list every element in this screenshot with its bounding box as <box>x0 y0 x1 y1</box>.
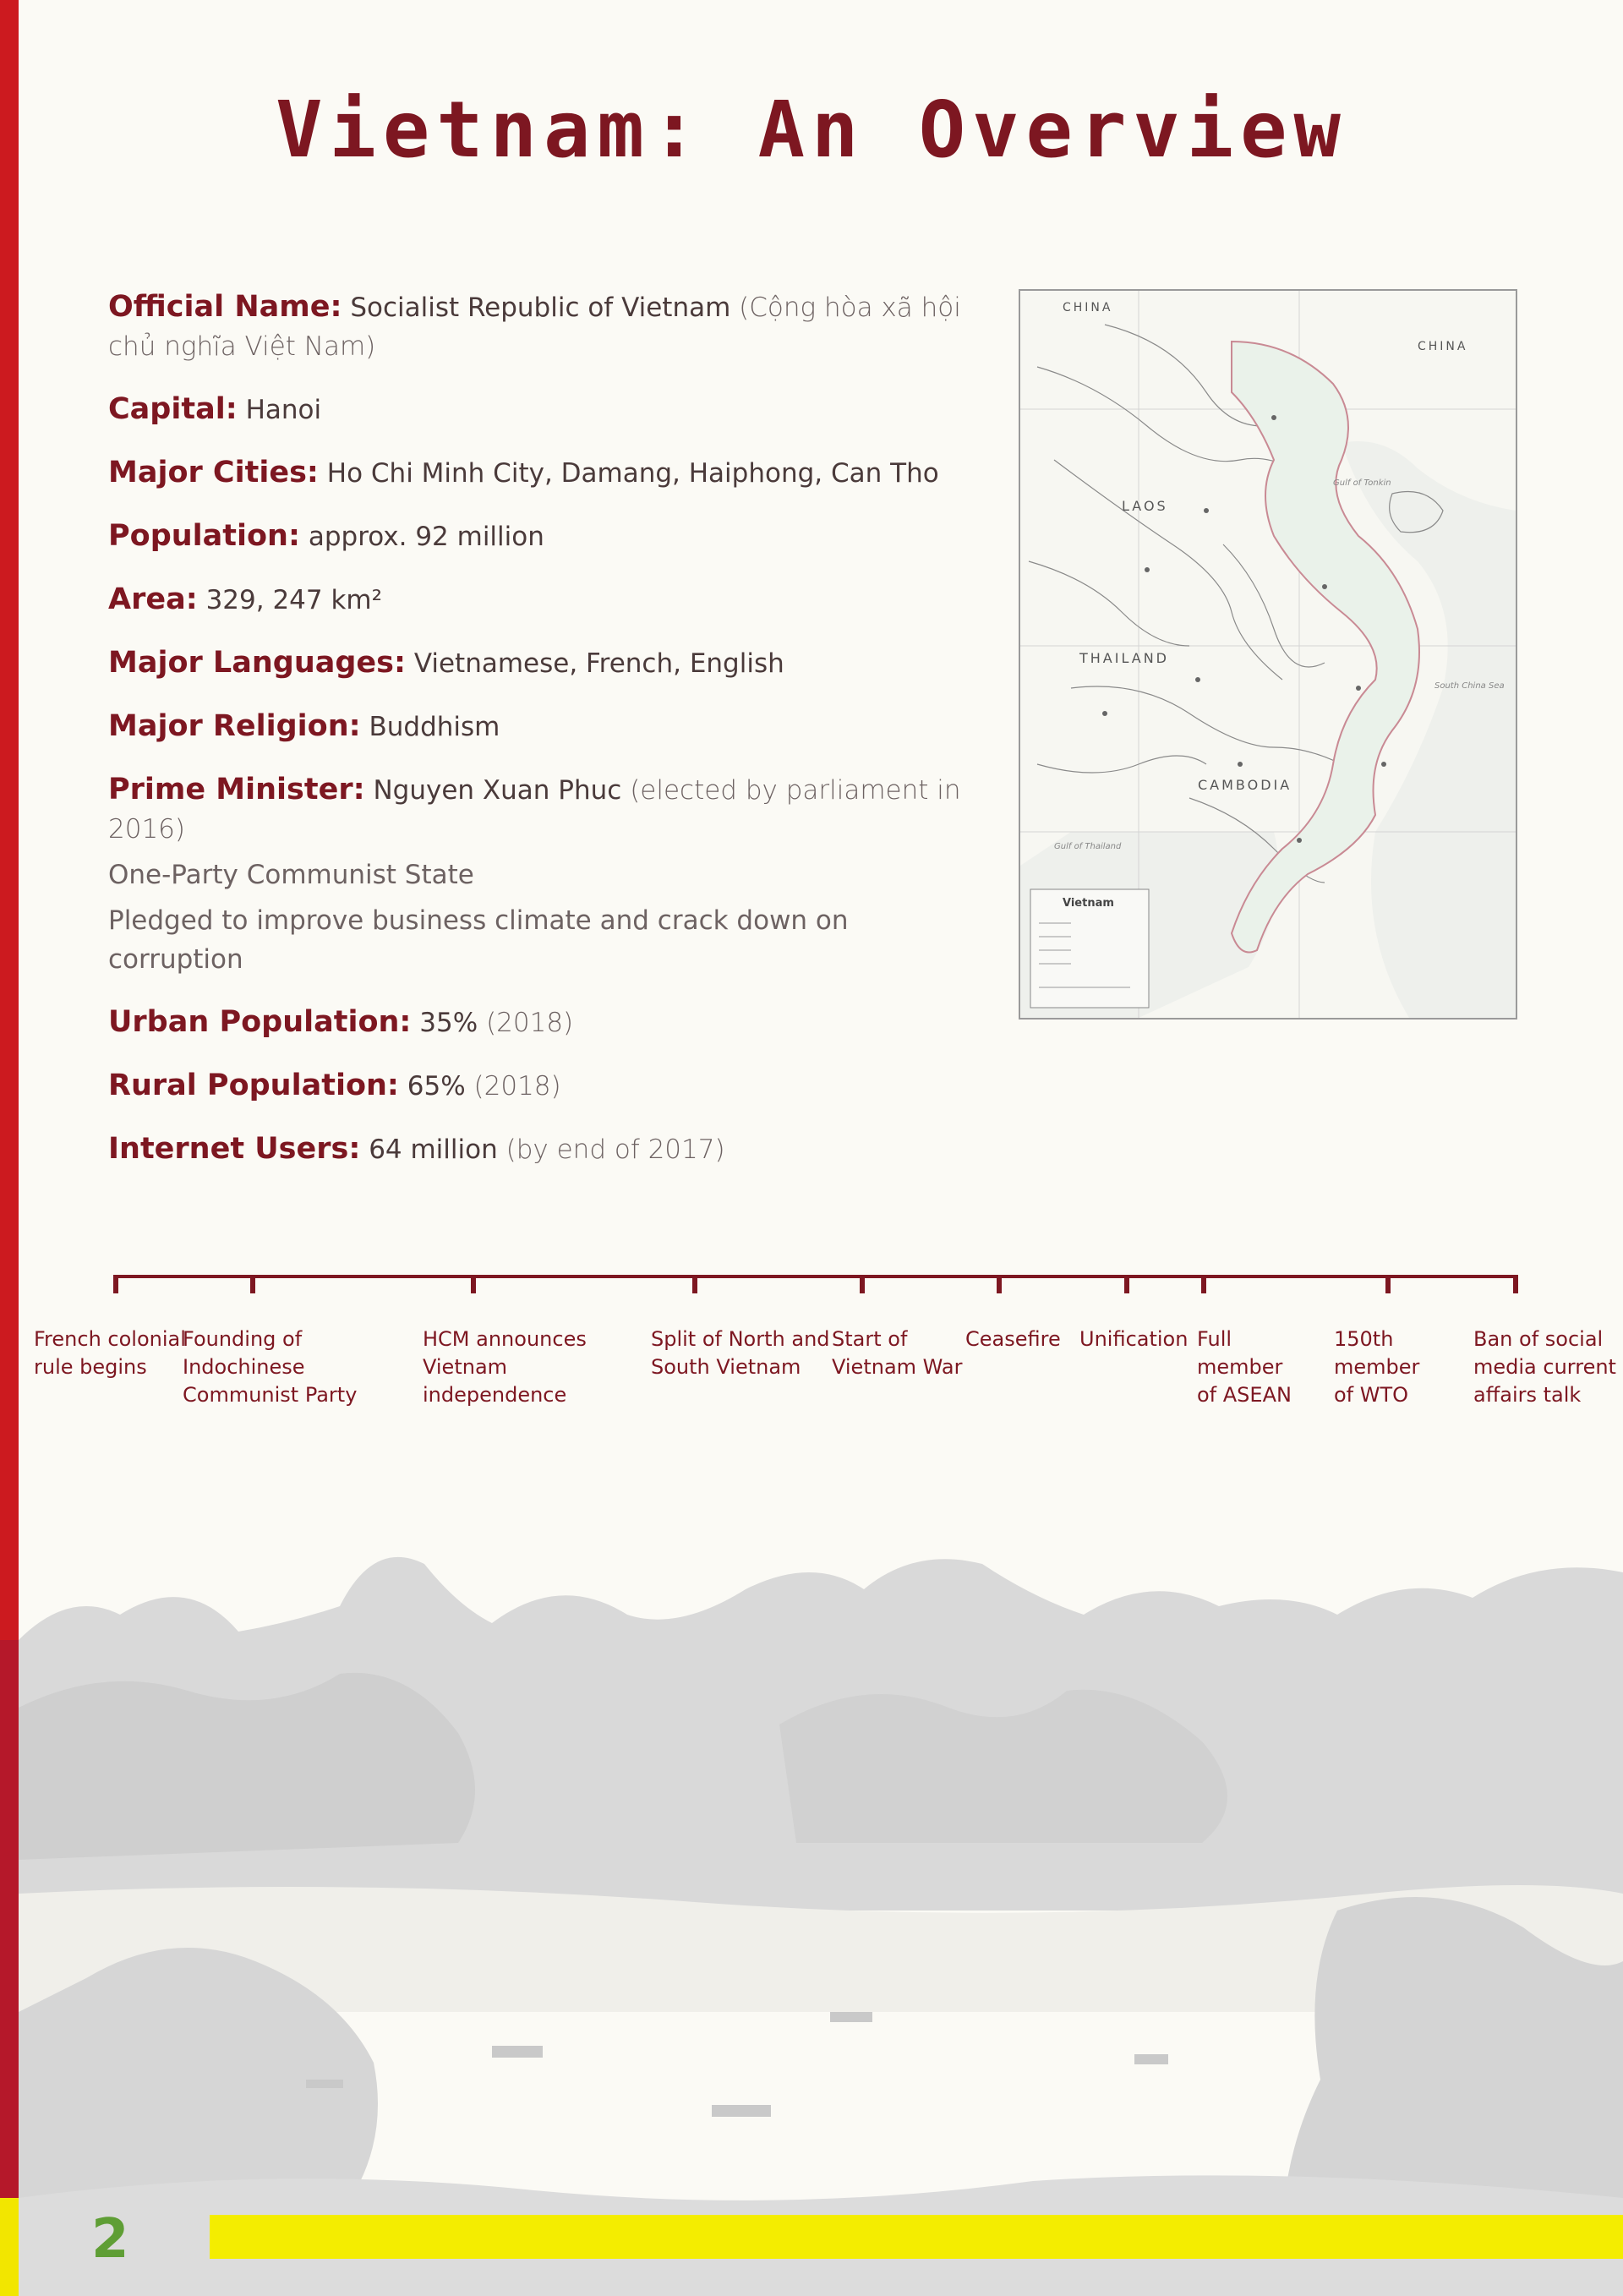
timeline-tick <box>250 1275 255 1293</box>
timeline-event-line: 150th member <box>1334 1327 1420 1379</box>
fact-major-religion <box>108 707 962 746</box>
timeline-tick <box>1385 1275 1391 1293</box>
timeline-event-line: of WTO <box>1334 1383 1409 1407</box>
timeline-event-line: Unification <box>1079 1327 1189 1351</box>
timeline-event <box>1197 1326 1324 1409</box>
fact-rural-population <box>108 1066 962 1106</box>
map-label-gulf-thailand: Gulf of Thailand <box>1054 842 1122 851</box>
timeline-event <box>651 1326 837 1381</box>
timeline-event-line: Start of <box>832 1327 908 1351</box>
timeline-event <box>423 1326 642 1409</box>
timeline-event-line: Full member <box>1197 1327 1283 1379</box>
fact-official-name <box>108 287 962 366</box>
fact-government-type: One-Party Communist State <box>108 860 474 890</box>
map-label-china-right: CHINA <box>1418 340 1468 353</box>
fact-label: Area: <box>108 582 198 616</box>
fact-value: Ho Chi Minh City, Damang, Haiphong, Can Tho <box>326 458 939 489</box>
timeline-event <box>1334 1326 1469 1409</box>
map-label-cambodia: CAMBODIA <box>1198 777 1292 793</box>
timeline-event-line: rule begins <box>34 1355 147 1379</box>
map-label-gulf-tonkin: Gulf of Tonkin <box>1333 478 1391 488</box>
fact-urban-population <box>108 1003 962 1042</box>
page-title: Vietnam: An Overview <box>276 85 1347 175</box>
map-label-thailand: THAILAND <box>1079 650 1169 666</box>
fact-note: (by end of 2017) <box>505 1134 725 1165</box>
timeline-event-line: Founding of Indochinese <box>183 1327 305 1379</box>
timeline-event <box>183 1326 428 1409</box>
fact-note: (elected by parliament in 2016) <box>108 775 961 845</box>
timeline-event-line: Vietnam War <box>832 1355 963 1379</box>
timeline-event-line: Ceasefire <box>965 1327 1061 1351</box>
map-legend-title: Vietnam <box>1063 897 1114 910</box>
timeline-tick <box>692 1275 697 1293</box>
fact-label: Urban Population: <box>108 1005 412 1039</box>
fact-label: Internet Users: <box>108 1132 361 1166</box>
fact-value: Buddhism <box>369 712 500 742</box>
map-label-laos: LAOS <box>1122 498 1168 514</box>
left-yellow-bar <box>0 2198 19 2296</box>
timeline-event <box>965 1326 1075 1353</box>
timeline-tick <box>471 1275 476 1293</box>
fact-note: (Cộng hòa xã hội chủ nghĩa Việt Nam) <box>108 292 961 362</box>
fact-capital <box>108 390 962 429</box>
fact-label: Rural Population: <box>108 1069 399 1102</box>
timeline-event-line: French colonial <box>34 1327 186 1351</box>
timeline-tick <box>113 1275 118 1293</box>
timeline-tick <box>860 1275 865 1293</box>
fact-label: Population: <box>108 519 300 553</box>
timeline-event-line: Vietnam independence <box>423 1355 567 1407</box>
footer-yellow-band <box>210 2215 1623 2259</box>
fact-pledge: Pledged to improve business climate and crack down on corruption <box>108 905 849 975</box>
timeline-tick <box>1124 1275 1129 1293</box>
timeline-tick <box>1201 1275 1206 1293</box>
timeline-event-line: of ASEAN <box>1197 1383 1292 1407</box>
timeline-event <box>1079 1326 1189 1353</box>
fact-value: Nguyen Xuan Phuc <box>373 775 622 806</box>
fact-major-cities <box>108 453 962 493</box>
fact-label: Major Religion: <box>108 709 361 743</box>
timeline-line <box>116 1275 1516 1278</box>
fact-internet-users <box>108 1129 962 1169</box>
fact-prime-minister <box>108 770 962 849</box>
map-label-south-china-sea: South China Sea <box>1434 681 1505 691</box>
fact-note: (2018) <box>473 1071 561 1102</box>
fact-label: Major Cities: <box>108 456 319 489</box>
timeline-tick <box>997 1275 1002 1293</box>
fact-value: Hanoi <box>245 395 322 425</box>
timeline-event <box>1473 1326 1617 1409</box>
fact-population <box>108 517 962 556</box>
vietnam-map <box>1019 289 1517 1020</box>
fact-label: Major Languages: <box>108 646 406 680</box>
timeline-event-line: affairs talk <box>1473 1383 1582 1407</box>
fact-value: 65% <box>407 1071 466 1102</box>
timeline-event-line: HCM announces <box>423 1327 587 1351</box>
fact-label: Capital: <box>108 392 238 426</box>
timeline-event-line: Ban of social <box>1473 1327 1604 1351</box>
fact-value: 64 million <box>369 1134 498 1165</box>
fact-area <box>108 580 962 620</box>
fact-value: 35% <box>419 1008 478 1038</box>
timeline-event <box>832 1326 967 1381</box>
timeline-event-line: Split of North and <box>651 1327 830 1351</box>
fact-note: (2018) <box>486 1008 574 1038</box>
fact-value: Vietnamese, French, English <box>413 648 784 679</box>
fact-label: Prime Minister: <box>108 773 365 806</box>
timeline-event-line: Communist Party <box>183 1383 358 1407</box>
timeline-tick <box>1513 1275 1518 1293</box>
map-label-china-top: CHINA <box>1063 301 1113 314</box>
halong-bay-background-image <box>19 1539 1623 2296</box>
history-timeline <box>0 1260 1623 1446</box>
page-number: 2 <box>91 2208 129 2271</box>
fact-value: Socialist Republic of Vietnam <box>350 292 731 323</box>
facts-list <box>108 287 962 1193</box>
fact-value: 329, 247 km² <box>205 585 383 615</box>
timeline-event-line: South Vietnam <box>651 1355 801 1379</box>
fact-value: approx. 92 million <box>308 522 544 552</box>
timeline-event-line: media current <box>1473 1355 1616 1379</box>
fact-major-languages <box>108 643 962 683</box>
fact-label: Official Name: <box>108 290 342 324</box>
